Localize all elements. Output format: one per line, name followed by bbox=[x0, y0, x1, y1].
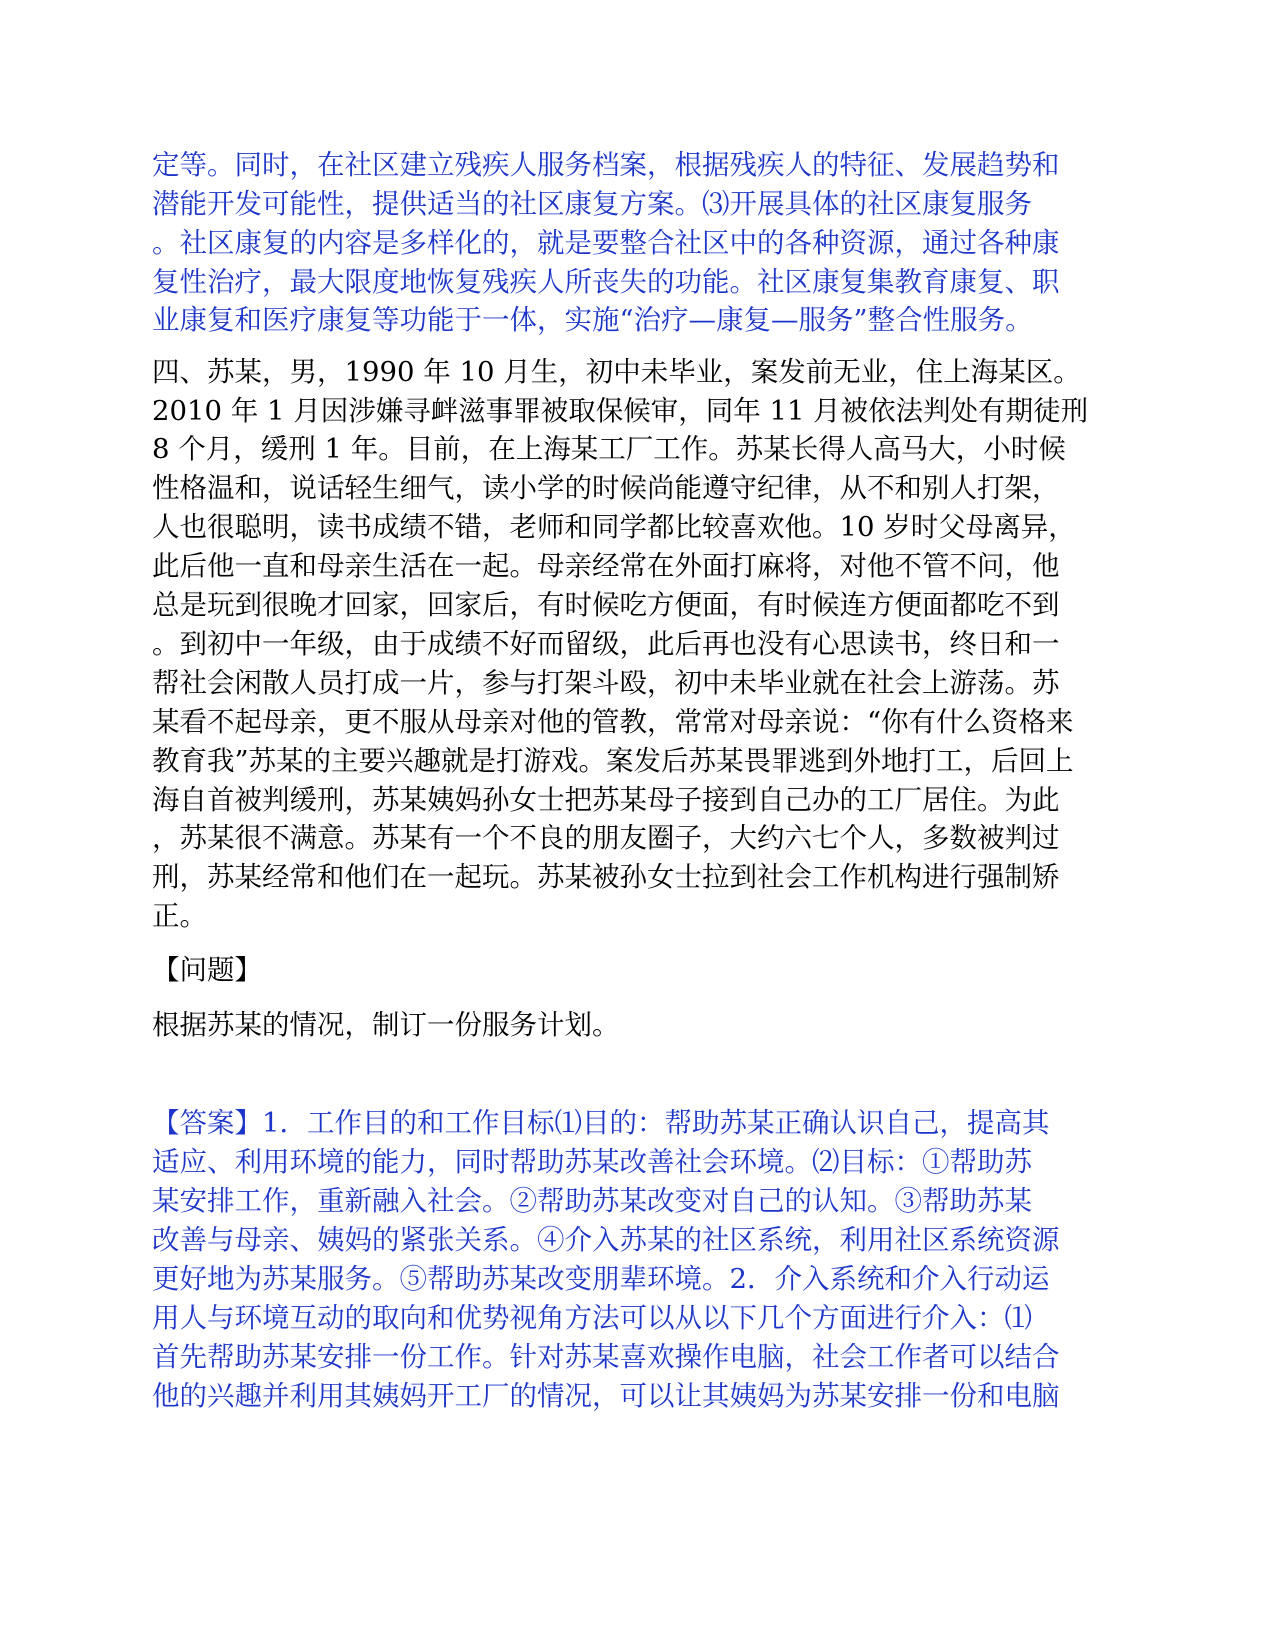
case-line: 正。 bbox=[152, 900, 207, 932]
intro-line: 。社区康复的内容是多样化的，就是要整合社区中的各种资源，通过各种康 bbox=[152, 227, 1060, 259]
case-line: ，苏某很不满意。苏某有一个不良的朋友圈子，大约六七个人，多数被判过 bbox=[152, 822, 1060, 854]
case-line: 帮社会闲散人员打成一片，参与打架斗殴，初中未毕业就在社会上游荡。苏 bbox=[152, 667, 1060, 699]
case-line: 刑，苏某经常和他们在一起玩。苏某被孙女士拉到社会工作机构进行强制矫 bbox=[152, 861, 1060, 893]
answer-line: 适应、利用环境的能力，同时帮助苏某改善社会环境。⑵目标：①帮助苏 bbox=[152, 1146, 1032, 1178]
case-line: 2010 年 1 月因涉嫌寻衅滋事罪被取保候审，同年 11 月被依法判处有期徒刑 bbox=[152, 395, 1089, 427]
case-line: 此后他一直和母亲生活在一起。母亲经常在外面打麻将，对他不管不问，他 bbox=[152, 550, 1060, 582]
case-line: 教育我”苏某的主要兴趣就是打游戏。案发后苏某畏罪逃到外地打工，后回上 bbox=[152, 745, 1074, 777]
case-line: 四、苏某，男，1990 年 10 月生，初中未毕业，案发前无业，住上海某区。 bbox=[152, 356, 1081, 388]
answer-line: 用人与环境互动的取向和优势视角方法可以从以下几个方面进行介入：⑴ bbox=[152, 1302, 1032, 1334]
case-line: 海自首被判缓刑，苏某姨妈孙女士把苏某母子接到自己办的工厂居住。为此 bbox=[152, 784, 1060, 816]
question-text: 根据苏某的情况，制订一份服务计划。 bbox=[152, 1009, 620, 1041]
answer-line: 更好地为苏某服务。⑤帮助苏某改变朋辈环境。2．介入系统和介入行动运 bbox=[152, 1263, 1050, 1295]
answer-first-line bbox=[152, 1103, 1050, 1143]
question-heading: 【问题】 bbox=[152, 954, 262, 986]
answer-line: 改善与母亲、姨妈的紧张关系。④介入苏某的社区系统，利用社区系统资源 bbox=[152, 1224, 1060, 1256]
answer-line: 某安排工作，重新融入社会。②帮助苏某改变对自己的认知。③帮助苏某 bbox=[152, 1185, 1032, 1217]
answer-tag: 【答案】 bbox=[152, 1107, 262, 1139]
case-line: 8 个月，缓刑 1 年。目前，在上海某工厂工作。苏某长得人高马大，小时候 bbox=[152, 433, 1066, 465]
case-line: 。到初中一年级，由于成绩不好而留级，此后再也没有心思读书，终日和一 bbox=[152, 628, 1060, 660]
answer-line: 首先帮助苏某安排一份工作。针对苏某喜欢操作电脑，社会工作者可以结合 bbox=[152, 1341, 1060, 1373]
intro-line: 业康复和医疗康复等功能于一体，实施“治疗—康复—服务”整合性服务。 bbox=[152, 304, 1033, 336]
case-line: 某看不起母亲，更不服从母亲对他的管教，常常对母亲说：“你有什么资格来 bbox=[152, 706, 1074, 738]
intro-line: 定等。同时，在社区建立残疾人服务档案，根据残疾人的特征、发展趋势和 bbox=[152, 149, 1060, 181]
answer-line: 他的兴趣并利用其姨妈开工厂的情况，可以让其姨妈为苏某安排一份和电脑 bbox=[152, 1380, 1060, 1412]
intro-line: 复性治疗，最大限度地恢复残疾人所丧失的功能。社区康复集教育康复、职 bbox=[152, 266, 1060, 298]
intro-line: 潜能开发可能性，提供适当的社区康复方案。⑶开展具体的社区康复服务 bbox=[152, 188, 1032, 220]
case-line: 性格温和，说话轻生细气，读小学的时候尚能遵守纪律，从不和别人打架， bbox=[152, 472, 1060, 504]
answer-line: 1．工作目的和工作目标⑴目的：帮助苏某正确认识自己，提高其 bbox=[262, 1107, 1050, 1139]
case-line: 人也很聪明，读书成绩不错，老师和同学都比较喜欢他。10 岁时父母离异， bbox=[152, 511, 1076, 543]
case-line: 总是玩到很晚才回家，回家后，有时候吃方便面，有时候连方便面都吃不到 bbox=[152, 589, 1060, 621]
